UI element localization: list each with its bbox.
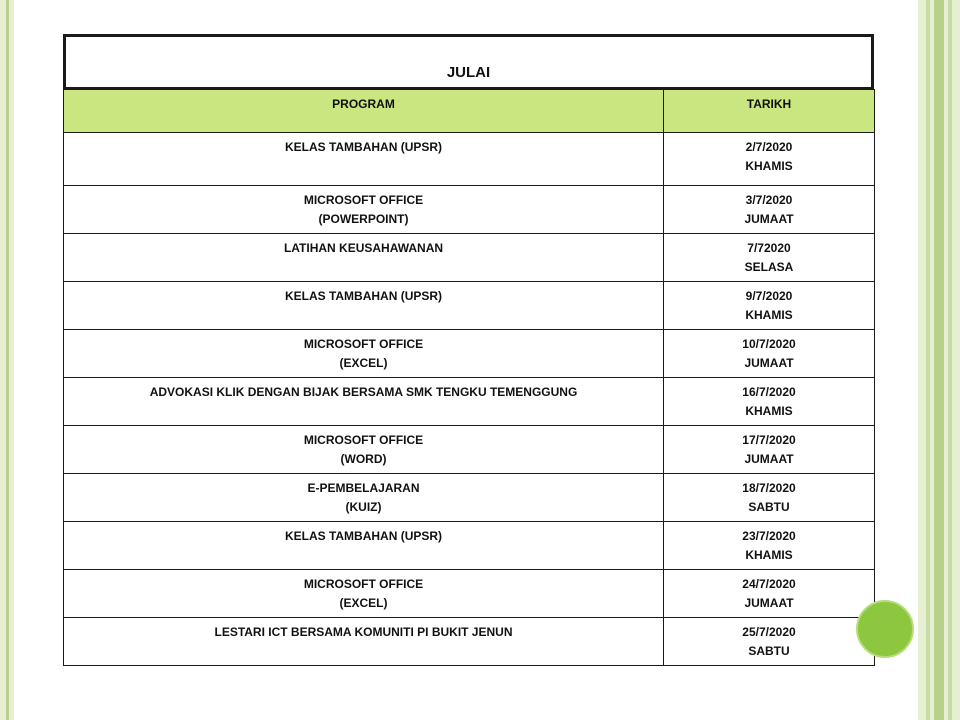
date-cell xyxy=(664,618,875,666)
program-name: (EXCEL) xyxy=(339,356,388,370)
program-cell xyxy=(64,570,664,618)
date-text: 18/7/2020 xyxy=(742,481,796,495)
program-cell xyxy=(64,330,664,378)
program-name: KELAS TAMBAHAN (UPSR) xyxy=(284,529,443,543)
schedule-body xyxy=(64,133,875,666)
program-cell xyxy=(64,186,664,234)
day-text: JUMAAT xyxy=(744,212,794,226)
table-row xyxy=(64,474,875,522)
date-text: 3/7/2020 xyxy=(745,193,793,207)
date-text: 25/7/2020 xyxy=(742,625,796,639)
program-name: (POWERPOINT) xyxy=(318,212,409,226)
program-cell xyxy=(64,522,664,570)
slide-frame-right-stripe xyxy=(934,0,944,720)
program-name: KELAS TAMBAHAN (UPSR) xyxy=(284,289,443,303)
day-text: JUMAAT xyxy=(744,596,794,610)
program-name: MICROSOFT OFFICE xyxy=(303,577,424,591)
date-cell xyxy=(664,330,875,378)
program-name: MICROSOFT OFFICE xyxy=(303,433,424,447)
day-text: KHAMIS xyxy=(745,404,793,418)
day-text: KHAMIS xyxy=(745,308,793,322)
table-row xyxy=(64,282,875,330)
date-cell xyxy=(664,474,875,522)
table-header-row xyxy=(64,90,875,133)
program-cell xyxy=(64,133,664,186)
date-cell xyxy=(664,378,875,426)
program-name: MICROSOFT OFFICE xyxy=(303,337,424,351)
table-row xyxy=(64,330,875,378)
date-text: 16/7/2020 xyxy=(742,385,796,399)
program-name: LESTARI ICT BERSAMA KOMUNITI PI BUKIT JENUN xyxy=(214,625,513,639)
date-text: 24/7/2020 xyxy=(742,577,796,591)
date-cell xyxy=(664,234,875,282)
column-header-date: TARIKH xyxy=(664,90,875,133)
table-row xyxy=(64,570,875,618)
date-text: 23/7/2020 xyxy=(742,529,796,543)
date-text: 10/7/2020 xyxy=(742,337,796,351)
date-cell xyxy=(664,186,875,234)
day-text: JUMAAT xyxy=(744,356,794,370)
day-text: SABTU xyxy=(748,500,790,514)
program-name: ADVOKASI KLIK DENGAN BIJAK BERSAMA SMK TENGKU TEMENGGUNG xyxy=(149,385,578,399)
title-box xyxy=(63,34,874,90)
date-cell xyxy=(664,570,875,618)
column-header-program: PROGRAM xyxy=(64,90,664,133)
day-text: JUMAAT xyxy=(744,452,794,466)
program-cell xyxy=(64,234,664,282)
program-name: KELAS TAMBAHAN (UPSR) xyxy=(284,140,443,154)
table-row xyxy=(64,522,875,570)
program-cell xyxy=(64,618,664,666)
date-text: 7/72020 xyxy=(747,241,791,255)
program-name: MICROSOFT OFFICE xyxy=(303,193,424,207)
day-text: SABTU xyxy=(748,644,790,658)
slide-frame-left-stripe xyxy=(6,0,9,720)
program-name: (WORD) xyxy=(340,452,387,466)
program-name: E-PEMBELAJARAN xyxy=(307,481,420,495)
date-cell xyxy=(664,522,875,570)
date-cell xyxy=(664,426,875,474)
date-text: 2/7/2020 xyxy=(745,140,793,154)
program-name: (EXCEL) xyxy=(339,596,388,610)
program-cell xyxy=(64,474,664,522)
page-title: JULAI xyxy=(446,64,491,81)
decorative-circle xyxy=(856,600,914,658)
day-text: SELASA xyxy=(744,260,794,274)
program-cell xyxy=(64,426,664,474)
slide-frame-right-stripe xyxy=(926,0,930,720)
program-cell xyxy=(64,282,664,330)
day-text: KHAMIS xyxy=(745,548,793,562)
program-name: (KUIZ) xyxy=(345,500,382,514)
program-cell xyxy=(64,378,664,426)
table-row xyxy=(64,133,875,186)
date-text: 17/7/2020 xyxy=(742,433,796,447)
date-cell xyxy=(664,133,875,186)
date-text: 9/7/2020 xyxy=(745,289,793,303)
day-text: KHAMIS xyxy=(745,159,793,173)
table-row xyxy=(64,426,875,474)
table-row xyxy=(64,618,875,666)
table-row xyxy=(64,186,875,234)
schedule-table xyxy=(63,89,875,666)
table-row xyxy=(64,378,875,426)
date-cell xyxy=(664,282,875,330)
table-row xyxy=(64,234,875,282)
program-name: LATIHAN KEUSAHAWANAN xyxy=(283,241,444,255)
slide-frame-right-stripe xyxy=(948,0,952,720)
